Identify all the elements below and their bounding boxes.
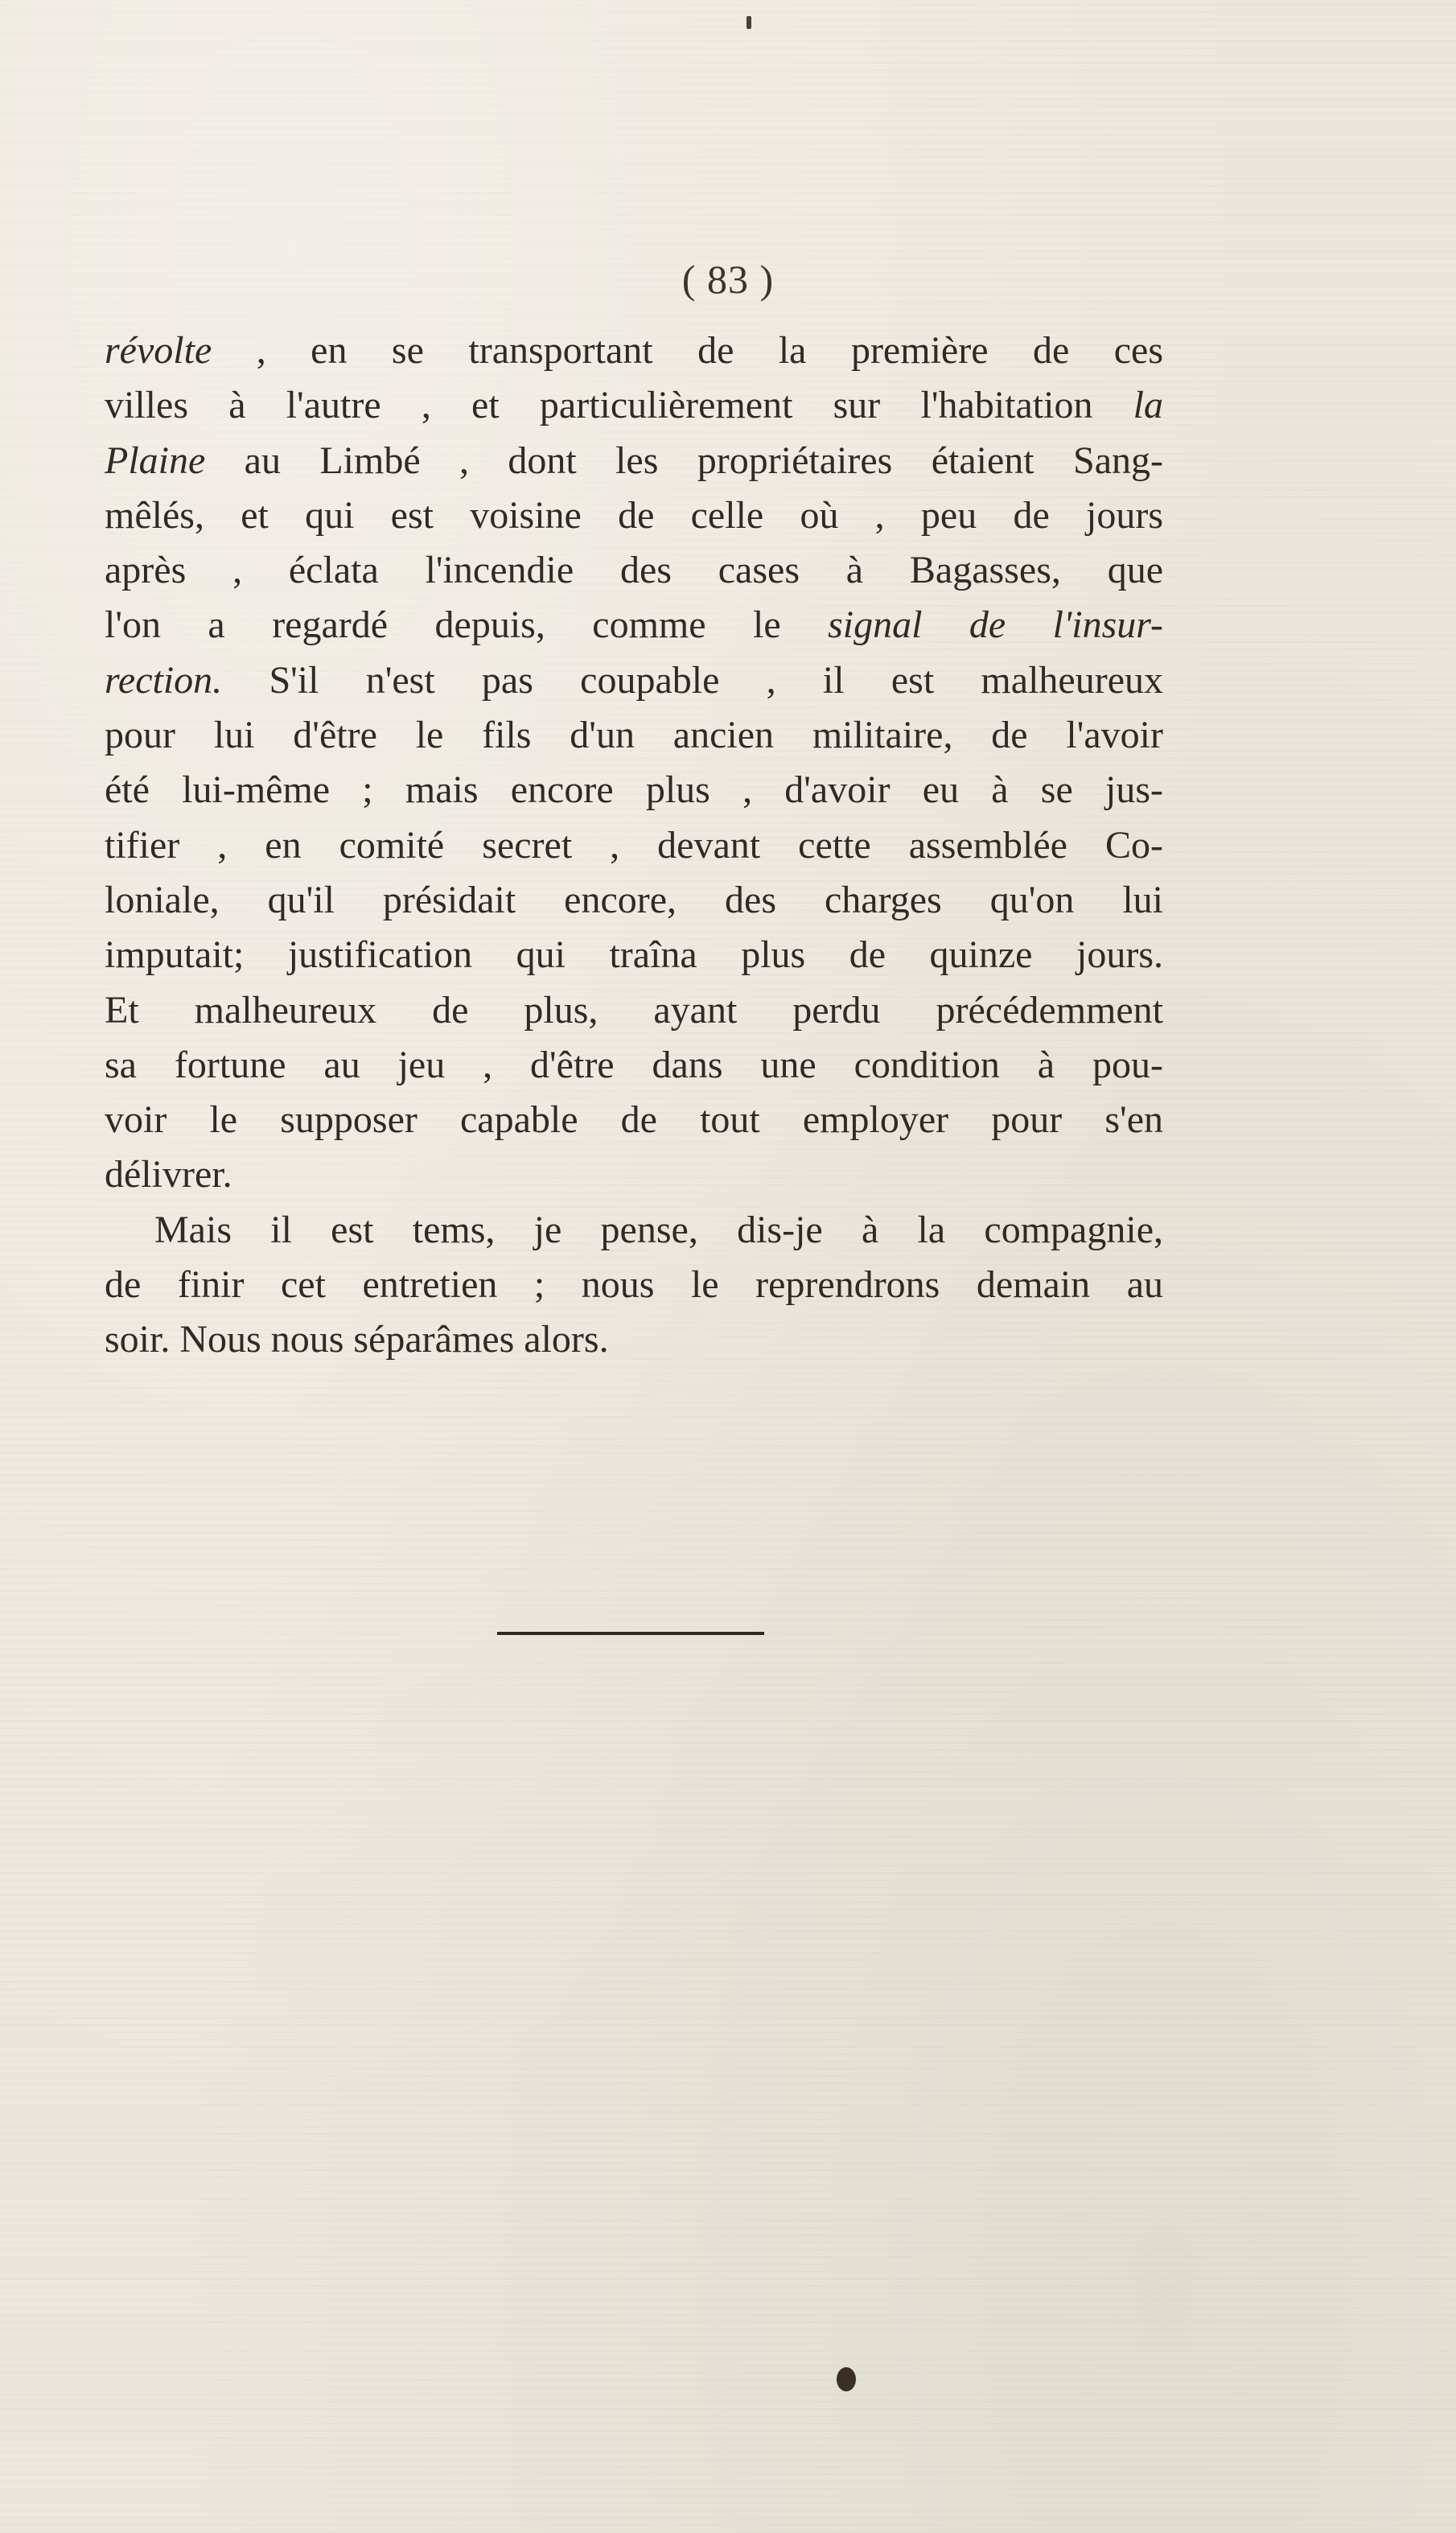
italic-text-segment: Plaine (105, 439, 206, 482)
body-text (105, 323, 1163, 1368)
text-line (105, 598, 1163, 653)
text-line (105, 818, 1163, 873)
italic-text-segment: la (1133, 384, 1163, 427)
text-segment: loniale, qu'il présidait encore, des charges qu'on lui (105, 878, 1163, 921)
text-segment: tifier , en comité secret , devant cette assemblée Co- (105, 823, 1163, 867)
printer-mark (747, 16, 751, 29)
text-segment: Et malheureux de plus, ayant perdu précédemment (105, 988, 1163, 1032)
text-segment: été lui-même ; mais encore plus , d'avoir eu à se jus- (105, 768, 1163, 812)
text-segment: imputait; justification qui traîna plus de quinze jours. (105, 933, 1163, 977)
ink-dot-ornament (837, 2367, 856, 2391)
text-line (105, 1312, 1163, 1367)
text-segment: mêlés, et qui est voisine de celle où , peu de jours (105, 493, 1163, 537)
italic-text-segment: rection. (105, 658, 223, 702)
section-divider-rule (497, 1632, 764, 1635)
text-line (105, 653, 1163, 708)
text-line (105, 983, 1163, 1038)
text-line (105, 434, 1163, 488)
text-line (105, 763, 1163, 818)
text-line (105, 543, 1163, 598)
text-line (105, 1203, 1163, 1258)
text-line (105, 1258, 1163, 1312)
text-segment: S'il n'est pas coupable , il est malheureux (222, 658, 1163, 702)
text-segment: , en se transportant de la première de ces (212, 329, 1163, 372)
text-line (105, 1093, 1163, 1147)
text-segment: Mais il est tems, je pense, dis-je à la compagnie, (154, 1208, 1163, 1251)
text-segment: l'on a regardé depuis, comme le (105, 603, 829, 647)
text-line (105, 378, 1163, 433)
text-line (105, 1038, 1163, 1093)
text-line (105, 708, 1163, 763)
italic-text-segment: signal de l'insur- (828, 603, 1163, 647)
text-segment: voir le supposer capable de tout employer pour s'en (105, 1098, 1163, 1142)
text-segment: soir. Nous nous séparâmes alors. (105, 1318, 609, 1361)
text-segment: au Limbé , dont les propriétaires étaient Sang- (205, 439, 1163, 482)
text-line (105, 873, 1163, 928)
italic-text-segment: révolte (105, 329, 212, 372)
text-line (105, 1147, 1163, 1202)
text-segment: villes à l'autre , et particulièrement sur l'habitation (105, 384, 1133, 427)
text-line (105, 928, 1163, 982)
text-segment: délivrer. (105, 1153, 232, 1196)
page-number: ( 83 ) (681, 257, 775, 302)
text-line (105, 488, 1163, 543)
text-line (105, 323, 1163, 378)
text-segment: sa fortune au jeu , d'être dans une condition à pou- (105, 1043, 1163, 1086)
text-segment: après , éclata l'incendie des cases à Bagasses, que (105, 549, 1163, 592)
text-segment: pour lui d'être le fils d'un ancien militaire, de l'avoir (105, 714, 1163, 757)
text-segment: de finir cet entretien ; nous le reprendrons demain au (105, 1263, 1163, 1307)
